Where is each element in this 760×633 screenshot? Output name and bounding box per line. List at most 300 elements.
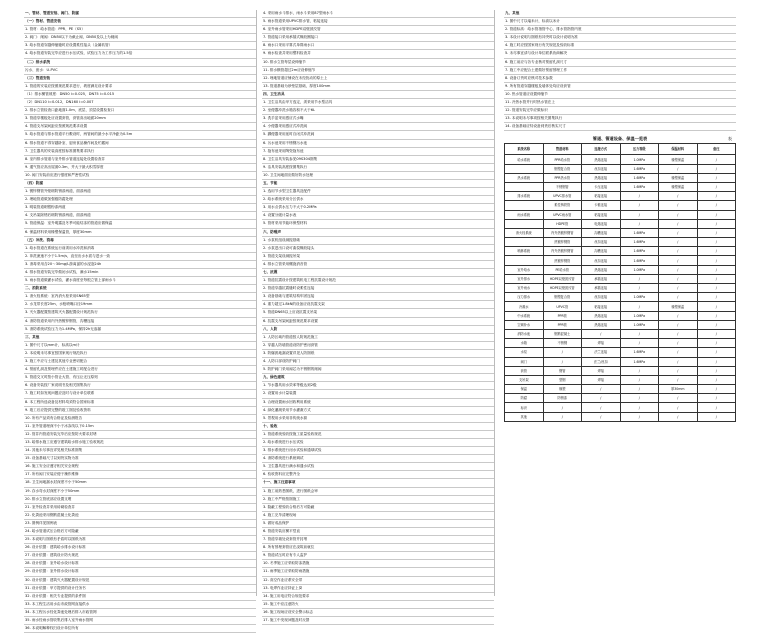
table-row [505,320,736,329]
table-header-cell: 系统名称 [505,144,544,155]
table-cell: 承插连接 [582,274,621,283]
table-row [505,339,736,348]
note-line: 2. 水泵进出口设可曲挠橡胶接头 [262,245,494,253]
table-cell: PPR热水管 [543,173,582,182]
table-cell: / [697,164,736,173]
table-cell: 1.6MPa [620,247,659,256]
note-line: 6. 排水管道不得穿越卧室、厨房食品操作间及贮藏间 [24,140,256,148]
note-line: 12. 埋地管道应铺设在未经扰动的原土上 [262,75,494,83]
table-cell: / [697,348,736,357]
table-cell: / [543,412,582,421]
table-cell [505,256,544,265]
table-cell: 法兰/丝扣 [582,357,621,366]
table-cell: 橡塑保温 [659,182,698,191]
table-cell: / [697,274,736,283]
table-cell: 热熔连接 [582,173,621,182]
table-cell: / [659,412,698,421]
note-line: 2. 冲洗流速不小于1.5m/s，直至出水水质与进水一致 [24,253,256,261]
table-cell: 其他 [505,412,544,421]
table-cell: 内外热镀锌钢管 [543,247,582,256]
note-line: 4. 消防管道采用内外热镀锌钢管，沟槽连接 [24,318,256,326]
table-cell: 丝扣连接 [582,238,621,247]
note-line: 15. 设备基础尺寸以到货实物为准 [24,455,256,463]
note-line: 18. 卫生间地漏水封深度不小于50mm [24,479,256,487]
note-line: 14. 其他未尽事宜详见相关标准图集 [24,447,256,455]
table-cell: 1.0MPa [620,311,659,320]
note-line: 9. 通气管应高出屋面0.3m，并大于最大积雪厚度 [24,164,256,172]
table-cell: 粘接连接 [582,210,621,219]
table-cell: 丝扣连接 [582,164,621,173]
note-line: 6. 施工前应与各专业核对预留孔洞尺寸 [504,59,736,67]
note-line: 29. 设计依据：室外排水设计标准 [24,568,256,576]
note-line: 9. 所有管道穿越楼板及墙体处均应设套管 [504,83,736,91]
table-cell: 钢塑复合管 [543,293,582,302]
table-cell: 喷淋系统 [505,247,544,256]
table-header-cell: 保温材料 [659,144,698,155]
table-cell: 1.6MPa [620,228,659,237]
table-cell: 焊接 [582,366,621,375]
note-line: 35. 雨水经雨水管收集后排入室外雨水管网 [24,617,256,625]
table-cell: / [697,192,736,201]
note-line: 2. 排水立管检查口距地面1.0m，底层、顶层设置检查口 [24,107,256,115]
note-line: 1. 人防区域内管道按人防规范施工 [262,334,494,342]
table-cell: 热镀锌钢管 [543,256,582,265]
table-cell: 1.0MPa [620,320,659,329]
note-line: 五、节能 [262,180,494,188]
table-cell: / [659,192,698,201]
table-cell [505,201,544,210]
table-cell: 柔性铸铁管 [543,201,582,210]
note-line: 13. 本说明未尽事项按相关图集执行 [504,115,736,123]
note-line: 1. 施工前熟悉图纸，进行图纸会审 [262,488,494,496]
note-line: 14. 设备基础应待设备到货后核实尺寸 [504,123,736,131]
table-cell: / [543,357,582,366]
table-cell: / [659,394,698,403]
note-line: 6. 保温材料采用橡塑保温管，厚度30mm [24,229,256,237]
table-row [505,256,736,265]
table-cell: / [697,403,736,412]
note-line: 1. 选用节水型卫生器具及配件 [262,188,494,196]
table-cell: / [697,238,736,247]
table-cell: 保温 [505,385,544,394]
note-line: 12. 管井内管道安装完毕后应按防火要求封堵 [24,431,256,439]
table-cell [505,238,544,247]
table-cell: 雨水系统 [505,210,544,219]
table-cell: 1.6MPa [620,173,659,182]
note-line: 30. 设计依据：建筑灭火器配置设计规范 [24,577,256,585]
note-line: 4. 施工时应按国家现行有关规范及验收标准 [504,42,736,50]
note-line: 4. 人防口部设防护阀门 [262,358,494,366]
table-cell: 1.6MPa [620,238,659,247]
note-line: 4. 重力超过1.8kN的设备应设抗震支架 [262,301,494,309]
note-line: 5. 未尽事宜请与设计单位联系协商解决 [504,50,736,58]
note-line: 17. 所有阀门安装应便于操作维修 [24,471,256,479]
table-cell: 沟槽连接 [582,228,621,237]
table-cell: / [582,394,621,403]
note-line: 5. 雨水管道做灌水试验，灌水高度至每根立管上部雨水斗 [24,277,256,285]
table-cell: 支吊架 [505,375,544,384]
table-cell: / [620,302,659,311]
note-line: 10. 冬季施工应采取防冻措施 [262,560,494,568]
table-cell: / [697,173,736,182]
table-cell: 阀门 [505,357,544,366]
table-cell: / [659,274,698,283]
note-line: 6. 污水池采用不锈钢污水池 [262,140,494,148]
table-cell: 不锈钢 [543,339,582,348]
note-line: 3. 灭火器配置按建筑灭火器配置设计规范执行 [24,309,256,317]
note-line: 3. 排水系统进行闭水试验和通球试验 [262,447,494,455]
table-cell: 防腐 [505,394,544,403]
table-cell: PPR给水管 [543,155,582,164]
note-line: 2. 给水系统进行水压试验 [262,439,494,447]
table-row [505,284,736,293]
table-cell: 1.0MPa [620,155,659,164]
note-line: 8. 设备订货时应核对技术参数 [504,75,736,83]
note-line: 12. 高空作业应系安全带 [262,577,494,585]
note-line: 3. 施工中应与土建及其他专业密切配合 [24,358,256,366]
table-cell: 室外给水 [505,265,544,274]
table-cell: UPVC排水管 [543,192,582,201]
note-line: （四）防腐 [24,180,256,188]
note-line: 九、绿色建筑 [262,374,494,382]
table-cell: 标识 [505,403,544,412]
table-cell: 压力排水 [505,293,544,302]
note-line: 31. 设计依据：甲方提供的设计任务书 [24,585,256,593]
table-cell: / [697,357,736,366]
table-cell: / [659,403,698,412]
table-cell: / [582,412,621,421]
table-cell: 热熔连接 [582,265,621,274]
table-row [505,238,736,247]
note-line: 3. 合理设置雨水回收利用系统 [262,399,494,407]
table-cell: PE给水管 [543,265,582,274]
table-cell: 消火栓系统 [505,228,544,237]
table-cell [505,182,544,191]
note-line: 14. 施工用电应符合规范要求 [262,593,494,601]
note-line: 2. 阀门：闸阀：DN50以下为截止阀，DN50及以上为闸阀 [24,34,256,42]
table-cell: / [659,357,698,366]
table-cell [505,219,544,228]
table-cell: 橡塑 [543,385,582,394]
note-line: 26. 设计依据：建筑给水排水设计标准 [24,544,256,552]
note-line: 3. 给水管道穿越伸缩缝时应设置柔性接头（金属软管） [24,42,256,50]
note-line: 8. 雨水口采用平算式单算雨水口 [262,42,494,50]
table-cell: 粘接连接 [582,302,621,311]
note-line: 25. 本说明与图纸有矛盾时以图纸为准 [24,536,256,544]
note-line: 10. 排水立管每层设伸缩节 [262,59,494,67]
note-line: 5. 景观用水采用非传统水源 [262,415,494,423]
table-cell: UPVC管 [543,302,582,311]
table-cell: 丝扣连接 [582,256,621,265]
table-row [505,155,736,164]
note-line: 2. 施工中严格按图施工 [262,496,494,504]
note-line: 10. 阀门安装前应进行强度和严密性试验 [24,172,256,180]
note-line: 1. 水泵机组设减振基础 [262,237,494,245]
note-line: 2. 本说明未尽事宜按国家现行规范执行 [24,350,256,358]
note-line: 4. 排水管道安装完毕做闭水试验，满水15min [24,269,256,277]
table-cell: / [697,201,736,210]
table-cell: / [659,293,698,302]
table-cell: 1.6MPa [620,182,659,191]
note-line: 24. 给水管道试压合格后方可隐蔽 [24,528,256,536]
table-cell: / [697,228,736,237]
note-line: 9. 洁具安装高度按图集执行 [262,164,494,172]
note-line: 4. 支吊架除锈后刷防锈漆两道，面漆两道 [24,212,256,220]
table-row [505,192,736,201]
table-cell: 橡塑保温 [659,155,698,164]
table-cell: 1.6MPa [620,348,659,357]
table-cell: 丝扣连接 [582,293,621,302]
table-row [505,329,736,338]
note-line: 8. 室内排水管道与室外排水管道连接处设置检查井 [24,156,256,164]
table-header-row [505,144,736,155]
table-cell: / [697,293,736,302]
note-line: 4. 给水管道安装完毕应进行水压试验，试验压力为工作压力的1.5倍 [24,50,256,58]
table-row [505,366,736,375]
note-line: （三）管道安装 [24,75,256,83]
table-cell: / [659,320,698,329]
table-cell: / [620,375,659,384]
table-cell: / [659,339,698,348]
table-row [505,385,736,394]
note-line: 九、其他 [504,10,736,18]
note-line: 6. 管道安装应横平竖直 [262,528,494,536]
table-cell: / [697,320,736,329]
table-cell: / [659,375,698,384]
table-cell: / [582,385,621,394]
table-cell: 卡压连接 [582,182,621,191]
table-cell: / [543,348,582,357]
table-row [505,173,736,182]
table-row [505,403,736,412]
note-line: 4. 采用雨水斗排水，雨水斗采用87型雨水斗 [262,10,494,18]
note-line: 3. 隐蔽工程验收合格后方可隐蔽 [262,504,494,512]
note-line: 17. 施工中发现问题及时反馈 [262,617,494,625]
table-cell: / [697,375,736,384]
note-line: 22. 化粪池采用钢筋混凝土化粪池 [24,512,256,520]
table-cell: 室外雨水 [505,284,544,293]
table-row [505,182,736,191]
note-line: 8. 所有预埋套管应在浇筑前就位 [262,544,494,552]
table-cell: 热水系统 [505,173,544,182]
table-cell: 不锈钢管 [543,182,582,191]
table-cell: / [659,210,698,219]
note-line: 十、验收 [262,423,494,431]
note-line: 7. 卫生器具的安装高度按标准图集要求执行 [24,148,256,156]
note-line: 19. 存水弯水封深度不小于50mm [24,488,256,496]
note-line: 1. 消火栓系统：室内消火栓采用SN65型 [24,293,256,301]
note-line: 5. 蹲便器采用延时自闭式冲洗阀 [262,131,494,139]
table-cell: 型钢 [543,375,582,384]
table-cell: 1.0MPa [620,265,659,274]
table-cell: / [697,256,736,265]
table-cell: / [697,265,736,274]
table-cell: 钢塑复合管 [543,164,582,173]
note-line: 1. 节水器具用水效率等级达到2级 [262,382,494,390]
note-line: 3. 本设计说明与图纸有冲突时以设计说明为准 [504,34,736,42]
note-line: 1. 管道系统验收按施工质量验收规范 [262,431,494,439]
note-line: 9. 竣工后应提供完整的竣工图及验收资料 [24,407,256,415]
note-line: 4. 管道支吊架间距应按照规范要求设置 [24,123,256,131]
note-line: 2. 坐便器冲洗水箱容积不大于6L [262,107,494,115]
note-line: 32. 设计依据：相关专业提供的条件图 [24,593,256,601]
table-cell: 承插连接 [582,284,621,293]
note-line: 36. 本说明解释权归设计单位所有 [24,625,256,633]
note-line: 13. 给排水施工应遵守建筑给水排水施工验收规范 [24,439,256,447]
note-line: 污水、废水：U-PVC [24,67,256,75]
note-line: 5. 管道保温：室外明露及冬季可能结冻的管道应做保温 [24,220,256,228]
table-row [505,210,736,219]
table-cell: / [620,284,659,293]
table-cell: / [620,412,659,421]
table-cell: / [659,329,698,338]
table-row [505,201,736,210]
table-cell: HDPE双壁波纹管 [543,274,582,283]
table-cell: 中水系统 [505,311,544,320]
table-row [505,164,736,173]
note-line: 3. 设备基础与建筑结构牢固连接 [262,293,494,301]
table-row [505,394,736,403]
note-line: 8. 本工程所选设备及材料均须符合国家标准 [24,399,256,407]
note-line: 1. 镀锌钢管外壁刷防锈漆两道，面漆两道 [24,188,256,196]
note-line: 13. 管道基础为砂垫层基础，厚度100mm [262,83,494,91]
note-line: （二）排水系统 [24,59,256,67]
note-line: 2. 给水系统采用分区供水 [262,196,494,204]
table-row [505,265,736,274]
table-cell: 给水系统 [505,155,544,164]
table-title [504,135,736,143]
note-line: 10. 热水管道应设置伸缩节 [504,91,736,99]
note-line: 1. 图中尺寸以毫米计，标高以米计 [504,18,736,26]
note-line: 七、抗震 [262,269,494,277]
table-cell: 钢筋混凝土 [543,329,582,338]
note-line: 20. 排水立管底部应设置支墩 [24,496,256,504]
note-line: 二、消防系统 [24,285,256,293]
note-line: 4. 绿化灌溉采用节水灌溉方式 [262,407,494,415]
note-line: 15. 施工中应注意防火 [262,601,494,609]
note-line: 3. 管道穿楼板处应设置套管，套管高出地面20mm [24,115,256,123]
note-line: （1）排水横管坡度：DN50 i=0.025，DN75 i=0.015 [24,91,256,99]
note-line: 3. 消毒采用含20～30mg/L游离氯的水浸泡24h [24,261,256,269]
table-header-cell: 备注 [697,144,736,155]
note-line: 11. 冷热水管并行时热水管在上 [504,99,736,107]
note-line: 1. 卫生洁具由甲方选定，须采用节水型洁具 [262,99,494,107]
note-line: 5. 消防系统试验压力为1.4MPa，保持2h无渗漏 [24,326,256,334]
table-cell: 橡塑保温 [659,302,698,311]
note-line: 2. 管道穿越抗震缝时设柔性连接 [262,285,494,293]
note-line: 11. 室外管道埋深不小于冰冻线以下0.15m [24,423,256,431]
table-cell: / [659,265,698,274]
table-row [505,293,736,302]
table-cell: / [697,247,736,256]
table-cell: / [620,192,659,201]
table-cell: 焊接 [582,375,621,384]
note-line: 4. 设置分级计量水表 [262,212,494,220]
table-cell: / [659,311,698,320]
table-cell: 焊接 [582,339,621,348]
note-line: 4. 排水立管采用螺旋消音管 [262,261,494,269]
note-line: 5. 管材采用节能环保型材料 [262,220,494,228]
note-line: 16. 施工现场应设安全警示标志 [262,609,494,617]
table-cell: 电熔连接 [582,219,621,228]
note-line: 5. 给水管道与排水管道平行敷设时，两管间的最小水平净距为0.5m [24,131,256,139]
table-cell: / [620,210,659,219]
materials-table [504,143,736,421]
table-cell: 防锈漆 [543,394,582,403]
table-cell: / [620,339,659,348]
note-line: 3. 明装管道刷银粉漆两道 [24,204,256,212]
note-line: 2. 设置用水计量装置 [262,390,494,398]
note-line: 3. 洗手盆采用感应式水嘴 [262,115,494,123]
note-line: 3. 用水点供水压力不大于0.2MPa [262,204,494,212]
table-cell: 1.6MPa [620,164,659,173]
note-line: 7. 施工中应配合土建做好预留预埋工作 [504,67,736,75]
table-row [505,302,736,311]
table-cell: / [697,339,736,348]
table-cell: / [620,366,659,375]
notes-column-3-text [504,10,736,131]
table-title-text: 管道、管道设备、保温一览表 [592,136,648,142]
table-cell: 卡箍连接 [582,201,621,210]
table-cell: / [659,247,698,256]
table-row [505,274,736,283]
note-line: （2）DN110 i=0.012，DN160 i=0.007 [24,99,256,107]
table-cell: / [659,256,698,265]
table-row [505,228,736,237]
table-cell: / [697,412,736,421]
table-cell [505,164,544,173]
table-cell: / [543,403,582,412]
table-cell: PPR管 [543,320,582,329]
table-cell: PPR管 [543,311,582,320]
note-line: 1. 管道的安装应按照规范要求进行，坡度满足设计要求 [24,83,256,91]
note-line: 11. 排水横管超过2m应设伸缩节 [262,67,494,75]
table-cell: 1.6MPa [620,357,659,366]
note-line: 5. 防护阀门采用阀芯为不锈钢的闸阀 [262,366,494,374]
table-cell: / [697,284,736,293]
note-line: 34. 本工程污水经化粪池处理后排入市政管网 [24,609,256,617]
note-line: 2. 水龙带长度25m，水枪喷嘴口径19mm [24,301,256,309]
table-cell: 水箱 [505,339,544,348]
note-line: 6. 室外雨水管采用HDPE双壁波纹管 [262,26,494,34]
table-cell: UPVC雨水管 [543,210,582,219]
table-row [505,247,736,256]
note-line: 3. 防爆波地漏设置详见人防图纸 [262,350,494,358]
note-line: 10. 卫生间地面应做好防水处理 [262,172,494,180]
table-row [505,348,736,357]
note-line: 9. 雨水检查井采用塑料检查井 [262,50,494,58]
note-line: 7. 施工时如发现问题应及时与设计单位联系 [24,390,256,398]
note-line: 11. 雨季施工应采取防雨措施 [262,568,494,576]
note-line: 6. 抗震支吊架间距按规范要求设置 [262,318,494,326]
note-line: 9. 管道试压时应有专人监护 [262,552,494,560]
table-cell: / [659,284,698,293]
note-line: 1. 管材：给水管道：PPR、PE（S5） [24,26,256,34]
note-line: 10. 所有产品须有合格证及检测报告 [24,415,256,423]
table-cell: 热熔连接 [582,155,621,164]
table-cell: / [620,403,659,412]
table-cell: / [659,348,698,357]
note-line: 16. 施工安全应遵守相关安全规程 [24,463,256,471]
table-cell: 法兰连接 [582,348,621,357]
table-cell: / [697,329,736,338]
note-line: 5. 做好成品保护 [262,520,494,528]
note-line: 3. 管道支架设减振吊架 [262,253,494,261]
notes-column-3 [504,10,736,596]
note-line: 2. 穿越人防墙管道设防护密闭套管 [262,342,494,350]
table-cell: / [697,219,736,228]
note-line: 一、管材、管道安装、阀门、防腐 [24,10,256,18]
